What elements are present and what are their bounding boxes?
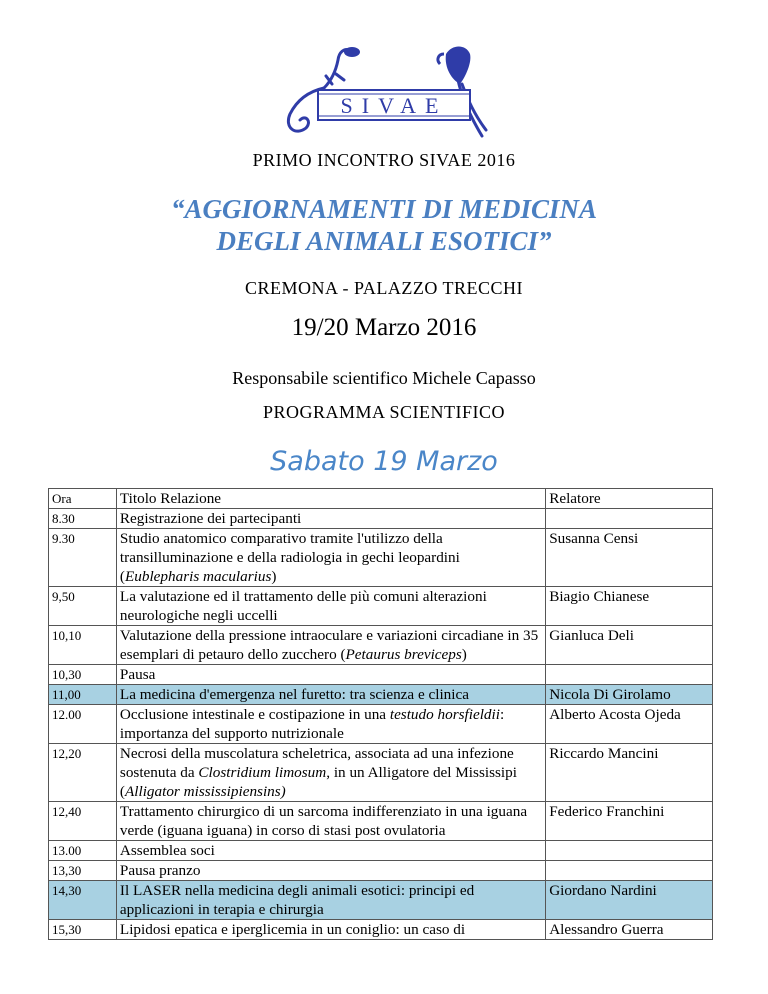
programme-table (48, 488, 713, 940)
table-row-highlighted (49, 685, 713, 705)
row-time: 10,30 (49, 665, 117, 685)
table-row (49, 529, 713, 587)
row-speaker (546, 841, 713, 861)
row-title: Pausa (116, 665, 545, 685)
header-time: Ora (49, 489, 117, 509)
row-title: Studio anatomico comparativo tramite l'utilizzo della transilluminazione e della radiologia in gechi leopardini (Eublepharis macularius) (116, 529, 545, 587)
row-time: 8.30 (49, 509, 117, 529)
header-title: Titolo Relazione (116, 489, 545, 509)
row-title: Registrazione dei partecipanti (116, 509, 545, 529)
row-title: Il LASER nella medicina degli animali esotici: principi ed applicazioni in terapia e chirurgia (116, 881, 545, 920)
logo-text: SIVAE (340, 93, 448, 118)
table-row (49, 802, 713, 841)
row-speaker: Alessandro Guerra (546, 920, 713, 940)
row-speaker: Nicola Di Girolamo (546, 685, 713, 705)
scientific-lead: Responsabile scientifico Michele Capasso (232, 368, 536, 388)
row-title: Valutazione della pressione intraoculare e variazioni circadiane in 35 esemplari di petauro dello zucchero (Petaurus breviceps) (116, 626, 545, 665)
row-time: 13,30 (49, 861, 117, 881)
row-time: 14,30 (49, 881, 117, 920)
conference-title (0, 193, 768, 257)
row-title: La medicina d'emergenza nel furetto: tra scienza e clinica (116, 685, 545, 705)
table-row (49, 705, 713, 744)
row-speaker: Alberto Acosta Ojeda (546, 705, 713, 744)
row-speaker: Biagio Chianese (546, 587, 713, 626)
row-speaker: Riccardo Mancini (546, 744, 713, 802)
row-time: 12.00 (49, 705, 117, 744)
row-title: Pausa pranzo (116, 861, 545, 881)
row-speaker (546, 509, 713, 529)
row-time: 9,50 (49, 587, 117, 626)
day-heading: Sabato 19 Marzo (270, 446, 498, 477)
table-row (49, 509, 713, 529)
table-row (49, 920, 713, 940)
row-time: 15,30 (49, 920, 117, 940)
sivae-logo (266, 40, 506, 142)
row-time: 12,40 (49, 802, 117, 841)
table-row (49, 841, 713, 861)
row-title: La valutazione ed il trattamento delle più comuni alterazioni neurologiche negli uccelli (116, 587, 545, 626)
table-row-highlighted (49, 881, 713, 920)
row-speaker (546, 665, 713, 685)
title-line-1: “AGGIORNAMENTI DI MEDICINA (170, 194, 598, 224)
event-date: 19/20 Marzo 2016 (291, 314, 477, 341)
row-time: 11,00 (49, 685, 117, 705)
programme-heading: PROGRAMMA SCIENTIFICO (262, 402, 506, 422)
row-title: Necrosi della muscolatura scheletrica, associata ad una infezione sostenuta da Clostridium limosum, in un Alligatore del Mississipi (Alligator mississipiensins) (116, 744, 545, 802)
table-row (49, 665, 713, 685)
row-time: 13.00 (49, 841, 117, 861)
header-speaker: Relatore (546, 489, 713, 509)
title-line-2: DEGLI ANIMALI ESOTICI” (216, 226, 552, 256)
table-row (49, 744, 713, 802)
table-row (49, 861, 713, 881)
parrot-body (446, 47, 471, 85)
row-speaker (546, 861, 713, 881)
row-speaker: Susanna Censi (546, 529, 713, 587)
row-speaker: Federico Franchini (546, 802, 713, 841)
table-row (49, 626, 713, 665)
row-time: 9.30 (49, 529, 117, 587)
row-title: Occlusione intestinale e costipazione in una testudo horsfieldii: importanza del supporto nutrizionale (116, 705, 545, 744)
table-header-row (49, 489, 713, 509)
row-time: 10,10 (49, 626, 117, 665)
row-speaker: Gianluca Deli (546, 626, 713, 665)
venue: CREMONA - PALAZZO TRECCHI (244, 278, 524, 298)
row-title: Trattamento chirurgico di un sarcoma indifferenziato in una iguana verde (iguana iguana) in corso di stasi post ovulatoria (116, 802, 545, 841)
event-heading: PRIMO INCONTRO SIVAE 2016 (252, 150, 516, 170)
row-speaker: Giordano Nardini (546, 881, 713, 920)
row-title: Lipidosi epatica e iperglicemia in un coniglio: un caso di (116, 920, 545, 940)
row-time: 12,20 (49, 744, 117, 802)
table-row (49, 587, 713, 626)
row-title: Assemblea soci (116, 841, 545, 861)
